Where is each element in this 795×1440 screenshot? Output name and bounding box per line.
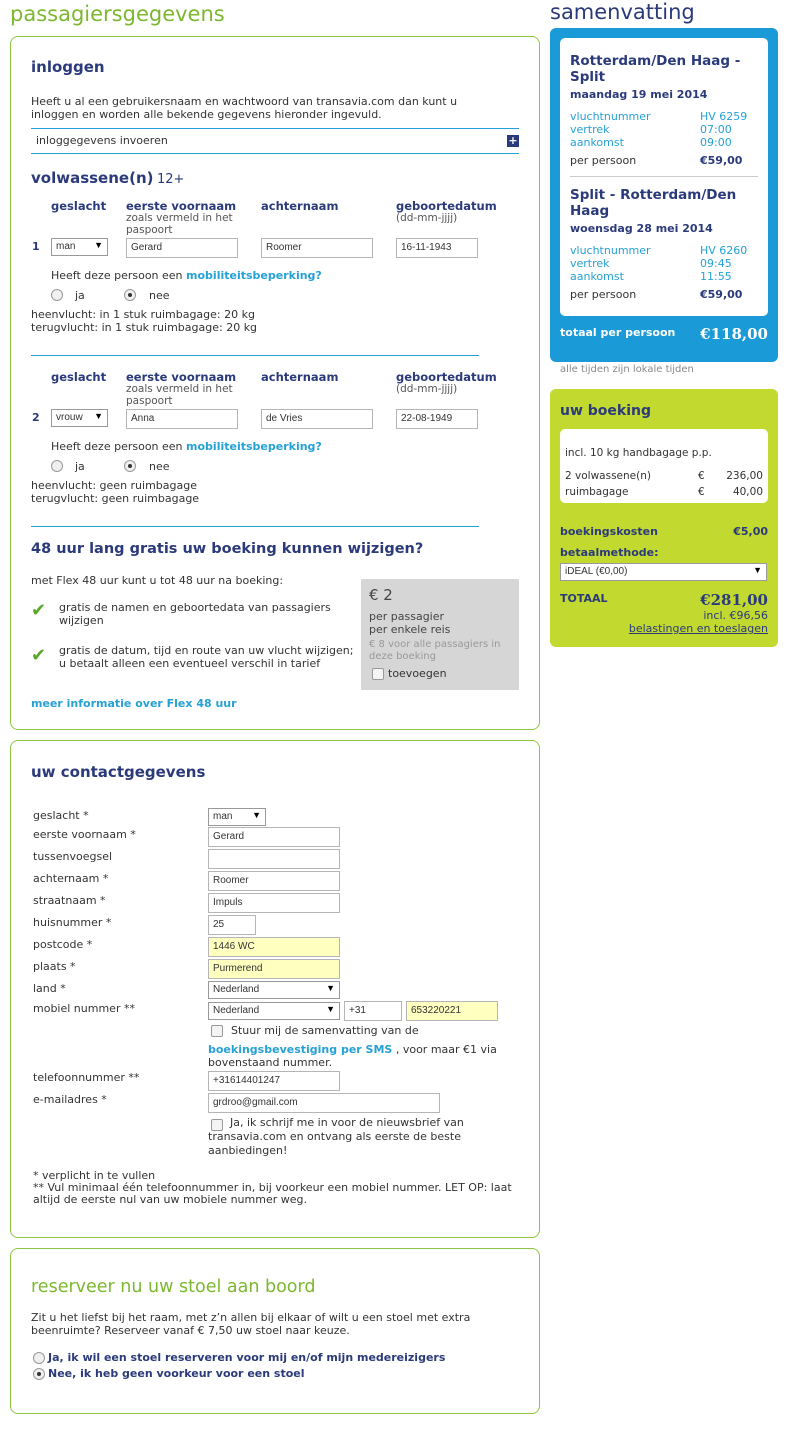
flex-intro: met Flex 48 uur kunt u tot 48 uur na boeking: bbox=[31, 574, 284, 587]
mobility-no-radio[interactable] bbox=[124, 460, 136, 472]
sms-checkbox[interactable] bbox=[211, 1025, 223, 1037]
col-firstname: eerste voornaam bbox=[126, 199, 237, 213]
contact-country-select[interactable]: Nederland ▼ bbox=[208, 981, 340, 999]
mobile-country-select[interactable]: Nederland ▼ bbox=[208, 1002, 340, 1020]
mobility-yes-label: ja bbox=[75, 289, 85, 302]
hand-luggage: incl. 10 kg handbagage p.p. bbox=[565, 447, 712, 459]
mobility-yes-radio[interactable] bbox=[51, 460, 63, 472]
flex-title: 48 uur lang gratis uw boeking kunnen wijzigen? bbox=[31, 541, 424, 557]
newsletter-text: Ja, ik schrijf me in voor de nieuwsbrief van transavia.com en ontvang als eerste de beste aanbiedingen! bbox=[208, 1116, 464, 1157]
checkmark-icon: ✔ bbox=[31, 600, 47, 621]
flex-more-link[interactable]: meer informatie over Flex 48 uur bbox=[31, 697, 237, 710]
mobility-yes-label: ja bbox=[75, 460, 85, 473]
col-lastname: achternaam bbox=[261, 199, 339, 213]
seat-yes-radio[interactable] bbox=[33, 1352, 45, 1364]
adults-heading: volwassene(n) 12+ bbox=[31, 169, 185, 187]
summary-title: samenvatting bbox=[550, 0, 695, 24]
times-note: alle tijden zijn lokale tijden bbox=[560, 364, 694, 375]
mobility-question: Heeft deze persoon een mobiliteitsbeperking? bbox=[51, 269, 322, 282]
plus-icon[interactable]: + bbox=[508, 134, 518, 147]
gender-select[interactable]: vrouw ▼ bbox=[51, 409, 108, 427]
label-street: straatnaam * bbox=[33, 894, 106, 907]
total-pp: €118,00 bbox=[700, 325, 768, 343]
seat-title: reserveer nu uw stoel aan boord bbox=[31, 1277, 316, 1297]
mobile-prefix-input[interactable]: +31 bbox=[344, 1001, 402, 1021]
booking-card bbox=[560, 429, 768, 503]
flight-pp: €59,00 bbox=[700, 288, 743, 301]
label-city: plaats * bbox=[33, 960, 76, 973]
baggage-label: ruimbagage bbox=[565, 486, 629, 498]
contact-house-input[interactable]: 25 bbox=[208, 915, 256, 935]
sms-link[interactable]: boekingsbevestiging per SMS bbox=[208, 1043, 393, 1056]
flight-pp-label: per persoon bbox=[570, 154, 637, 167]
flight-pp-label: per persoon bbox=[570, 288, 637, 301]
flight-route: Rotterdam/Den Haag - Split bbox=[570, 53, 741, 85]
contact-gender-select[interactable]: man ▼ bbox=[208, 808, 266, 826]
mobility-no-radio[interactable] bbox=[124, 289, 136, 301]
label-mobile: mobiel nummer ** bbox=[33, 1002, 135, 1015]
col-firstname: eerste voornaam bbox=[126, 370, 237, 384]
contact-phone-input[interactable]: +31614401247 bbox=[208, 1071, 340, 1091]
seat-yes-label: Ja, ik wil een stoel reserveren voor mij en/of mijn medereizigers bbox=[48, 1351, 446, 1364]
adults-amount: 236,00 bbox=[726, 470, 763, 482]
contact-firstname-input[interactable]: Gerard bbox=[208, 827, 340, 847]
mobility-yes-radio[interactable] bbox=[51, 289, 63, 301]
contact-panel bbox=[10, 740, 540, 1238]
label-country: land * bbox=[33, 982, 66, 995]
col-gender: geslacht bbox=[51, 199, 107, 213]
total-incl: incl. €96,56 bbox=[703, 609, 768, 622]
mobility-no-label: nee bbox=[149, 289, 170, 302]
page-title: passagiersgegevens bbox=[10, 2, 225, 26]
flex-offer-box bbox=[361, 579, 519, 690]
adults-currency: € bbox=[698, 470, 705, 482]
seat-text: Zit u het liefst bij het raam, met z’n allen bij elkaar of wilt u een stoel met extra beenruimte? Reserveer vanaf € 7,50 uw stoel naar keuze. bbox=[31, 1311, 471, 1337]
seat-panel bbox=[10, 1248, 540, 1414]
col-dob-sub: (dd-mm-jjjj) bbox=[396, 383, 458, 395]
dob-input[interactable]: 16-11-1943 bbox=[396, 238, 478, 258]
contact-notes: * verplicht in te vullen ** Vul minimaal één telefoonnummer in, bij voorkeur een mobiel nummer. LET OP: laat altijd de eerste nul van uw mobiele nummer weg. bbox=[33, 1169, 512, 1206]
contact-city-input[interactable]: Purmerend bbox=[208, 959, 340, 979]
flight-date: maandag 19 mei 2014 bbox=[570, 88, 708, 101]
label-infix: tussenvoegsel bbox=[33, 850, 113, 863]
login-title: inloggen bbox=[31, 58, 105, 76]
seat-no-radio[interactable] bbox=[33, 1368, 45, 1380]
pax-number: 2 bbox=[32, 411, 40, 424]
flight-route: Split - Rotterdam/Den Haag bbox=[570, 187, 737, 219]
col-firstname-sub: zoals vermeld in het paspoort bbox=[126, 212, 233, 236]
col-gender: geslacht bbox=[51, 370, 107, 384]
seat-no-label: Nee, ik heb geen voorkeur voor een stoel bbox=[48, 1367, 305, 1380]
passenger-panel bbox=[10, 36, 540, 730]
dob-input[interactable]: 22-08-1949 bbox=[396, 409, 478, 429]
mobility-no-label: nee bbox=[149, 460, 170, 473]
payment-select[interactable]: iDEAL (€0,00) ▼ bbox=[560, 563, 767, 581]
flights-card bbox=[560, 38, 768, 316]
baggage-currency: € bbox=[698, 486, 705, 498]
flex-per: per passagier per enkele reis bbox=[369, 610, 451, 636]
flight-values: HV 6259 07:00 09:00 bbox=[700, 110, 748, 149]
taxes-link[interactable]: belastingen en toeslagen bbox=[628, 622, 768, 635]
total-pp-label: totaal per persoon bbox=[560, 326, 676, 339]
gender-select[interactable]: man ▼ bbox=[51, 238, 108, 256]
checkmark-icon: ✔ bbox=[31, 645, 47, 666]
flight-labels: vluchtnummer vertrek aankomst bbox=[570, 110, 651, 149]
label-lastname: achternaam * bbox=[33, 872, 109, 885]
contact-street-input[interactable]: Impuls bbox=[208, 893, 340, 913]
label-house: huisnummer * bbox=[33, 916, 112, 929]
contact-email-input[interactable]: grdroo@gmail.com bbox=[208, 1093, 440, 1113]
label-postcode: postcode * bbox=[33, 938, 93, 951]
label-email: e-mailadres * bbox=[33, 1093, 107, 1106]
adults-label: 2 volwassene(n) bbox=[565, 470, 651, 482]
col-dob-sub: (dd-mm-jjjj) bbox=[396, 212, 458, 224]
contact-lastname-input[interactable]: Roomer bbox=[208, 871, 340, 891]
total-label: TOTAAL bbox=[560, 592, 608, 605]
baggage-info: heenvlucht: geen ruimbagage terugvlucht: geen ruimbagage bbox=[31, 479, 200, 505]
login-text: Heeft u al een gebruikersnaam en wachtwoord van transavia.com dan kunt u inloggen en worden alle bekende gegevens hieronder ingevuld. bbox=[31, 95, 458, 121]
flight-values: HV 6260 09:45 11:55 bbox=[700, 244, 748, 283]
col-lastname: achternaam bbox=[261, 370, 339, 384]
label-phone: telefoonnummer ** bbox=[33, 1071, 140, 1084]
pax-number: 1 bbox=[32, 240, 40, 253]
sms-text: boekingsbevestiging per SMS , voor maar €1 via bovenstaand nummer. bbox=[208, 1043, 497, 1069]
mobility-link[interactable]: mobiliteitsbeperking? bbox=[186, 269, 322, 282]
login-toggle-label[interactable]: inloggegevens invoeren bbox=[36, 134, 168, 147]
flex-all: € 8 voor alle passagiers in deze boeking bbox=[369, 639, 501, 662]
payment-label: betaalmethode: bbox=[560, 546, 659, 559]
fee-amount: €5,00 bbox=[733, 525, 768, 538]
baggage-amount: 40,00 bbox=[732, 486, 763, 498]
col-dob: geboortedatum bbox=[396, 370, 497, 384]
flight-labels: vluchtnummer vertrek aankomst bbox=[570, 244, 651, 283]
flex-add-checkbox[interactable] bbox=[372, 668, 384, 680]
booking-title: uw boeking bbox=[560, 403, 652, 419]
firstname-input[interactable]: Gerard bbox=[126, 238, 238, 258]
contact-infix-input[interactable] bbox=[208, 849, 340, 869]
sms-text-1: Stuur mij de samenvatting van de bbox=[231, 1024, 419, 1037]
mobility-question: Heeft deze persoon een mobiliteitsbeperking? bbox=[51, 440, 322, 453]
contact-title: uw contactgegevens bbox=[31, 763, 206, 781]
flex-benefit-2: gratis de datum, tijd en route van uw vlucht wijzigen; u betaalt alleen een eventueel verschil in tarief bbox=[59, 644, 354, 670]
flex-benefit-1: gratis de namen en geboortedata van passagiers wijzigen bbox=[59, 601, 331, 627]
mobile-number-input[interactable]: 653220221 bbox=[406, 1001, 498, 1021]
contact-postcode-input[interactable]: 1446 WC bbox=[208, 937, 340, 957]
summary-box bbox=[550, 28, 778, 362]
label-firstname: eerste voornaam * bbox=[33, 828, 136, 841]
col-firstname-sub: zoals vermeld in het paspoort bbox=[126, 383, 233, 407]
total-amount: €281,00 bbox=[700, 591, 768, 609]
label-gender: geslacht * bbox=[33, 809, 89, 822]
mobility-link[interactable]: mobiliteitsbeperking? bbox=[186, 440, 322, 453]
col-dob: geboortedatum bbox=[396, 199, 497, 213]
firstname-input[interactable]: Anna bbox=[126, 409, 238, 429]
booking-box bbox=[550, 389, 778, 647]
flight-pp: €59,00 bbox=[700, 154, 743, 167]
lastname-input[interactable]: Roomer bbox=[261, 238, 373, 258]
flight-date: woensdag 28 mei 2014 bbox=[570, 222, 713, 235]
flex-price: € 2 bbox=[369, 586, 393, 604]
baggage-info: heenvlucht: in 1 stuk ruimbagage: 20 kg terugvlucht: in 1 stuk ruimbagage: 20 kg bbox=[31, 308, 258, 334]
flex-add-label: toevoegen bbox=[388, 667, 447, 680]
fee-label: boekingskosten bbox=[560, 525, 658, 538]
lastname-input[interactable]: de Vries bbox=[261, 409, 373, 429]
